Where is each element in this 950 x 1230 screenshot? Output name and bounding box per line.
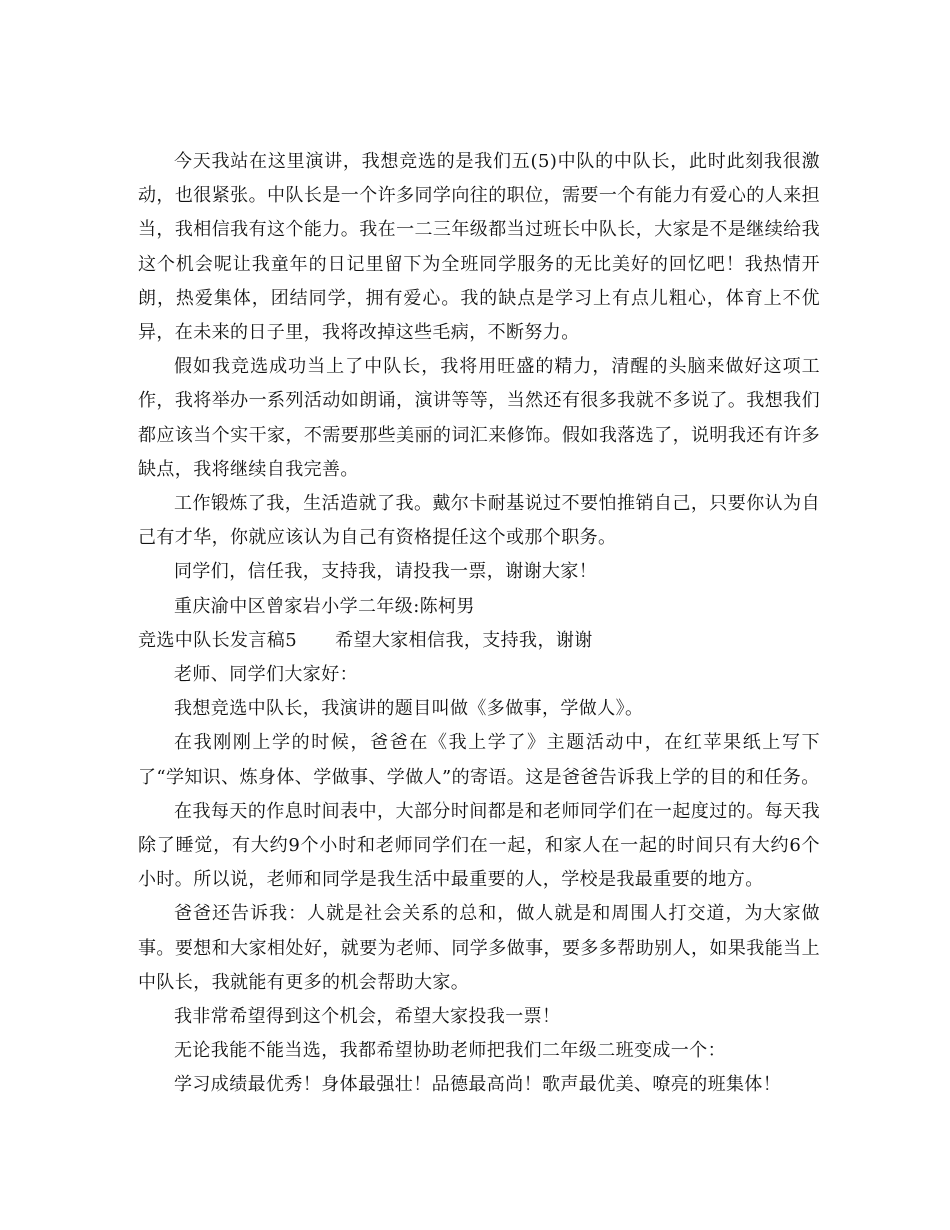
document-body [138,145,820,1103]
section-heading-subtitle: 希望大家相信我，支持我，谢谢 [335,629,593,651]
paragraph-first-day-of-school: 在我刚刚上学的时候，爸爸在《我上学了》主题活动中，在红苹果纸上写下了“学知识、炼身体、学做事、学做人”的寄语。这是爸爸告诉我上学的目的和任务。 [138,732,820,788]
paragraph-greeting: 老师、同学们大家好： [174,664,358,686]
section-heading-title: 竞选中队长发言稿5 [138,629,298,651]
paragraph-daily-schedule: 在我每天的作息时间表中，大部分时间都是和老师同学们在一起度过的。每天我除了睡觉，有大约9个小时和老师同学们在一起，和家人在一起的时间只有大约6个小时。所以说，老师和同学是我生活中最重要的人，学校是我最重要的地方。 [138,800,820,891]
section-heading [138,624,820,658]
paragraph-speech-topic: 我想竞选中队长，我演讲的题目叫做《多做事，学做人》。 [174,698,644,720]
paragraph-work-and-life: 工作锻炼了我，生活造就了我。戴尔卡耐基说过不要怕推销自己，只要你认为自己有才华，你就应该认为自己有资格提任这个或那个职务。 [138,493,820,549]
paragraph-hope-for-chance: 我非常希望得到这个机会，希望大家投我一票！ [174,1006,561,1028]
paragraph-self-introduction: 今天我站在这里演讲，我想竞选的是我们五(5)中队的中队长，此时此刻我很激动，也很紧张。中队长是一个许多同学向往的职位，需要一个有能力有爱心的人来担当，我相信我有这个能力。我在一二三年级都当过班长中队长，大家是不是继续给我这个机会呢让我童年的日记里留下为全班同学服务的无比美好的回忆吧！我热情开朗，热爱集体，团结同学，拥有爱心。我的缺点是学习上有点儿粗心，体育上不优异，在未来的日子里，我将改掉这些毛病，不断努力。 [138,151,820,344]
paragraph-author-signature: 重庆渝中区曾家岩小学二年级:陈柯男 [174,595,475,617]
paragraph-class-goal: 无论我能不能当选，我都希望协助老师把我们二年级二班变成一个： [174,1040,726,1062]
paragraph-vote-request: 同学们，信任我，支持我，请投我一票，谢谢大家！ [174,561,598,583]
paragraph-plans-if-elected: 假如我竞选成功当上了中队长，我将用旺盛的精力，清醒的头脑来做好这项工作，我将举办一系列活动如朗诵，演讲等等，当然还有很多我就不多说了。我想我们都应该当个实干家，不需要那些美丽的词汇来修饰。假如我落选了，说明我还有许多缺点，我将继续自我完善。 [138,356,820,480]
paragraph-class-ideal: 学习成绩最优秀！身体最强壮！品德最高尚！歌声最优美、嘹亮的班集体！ [174,1074,782,1096]
paragraph-social-relations: 爸爸还告诉我：人就是社会关系的总和，做人就是和周围人打交道，为大家做事。要想和大家相处好，就要为老师、同学多做事，要多多帮助别人，如果我能当上中队长，我就能有更多的机会帮助大家。 [138,903,820,993]
